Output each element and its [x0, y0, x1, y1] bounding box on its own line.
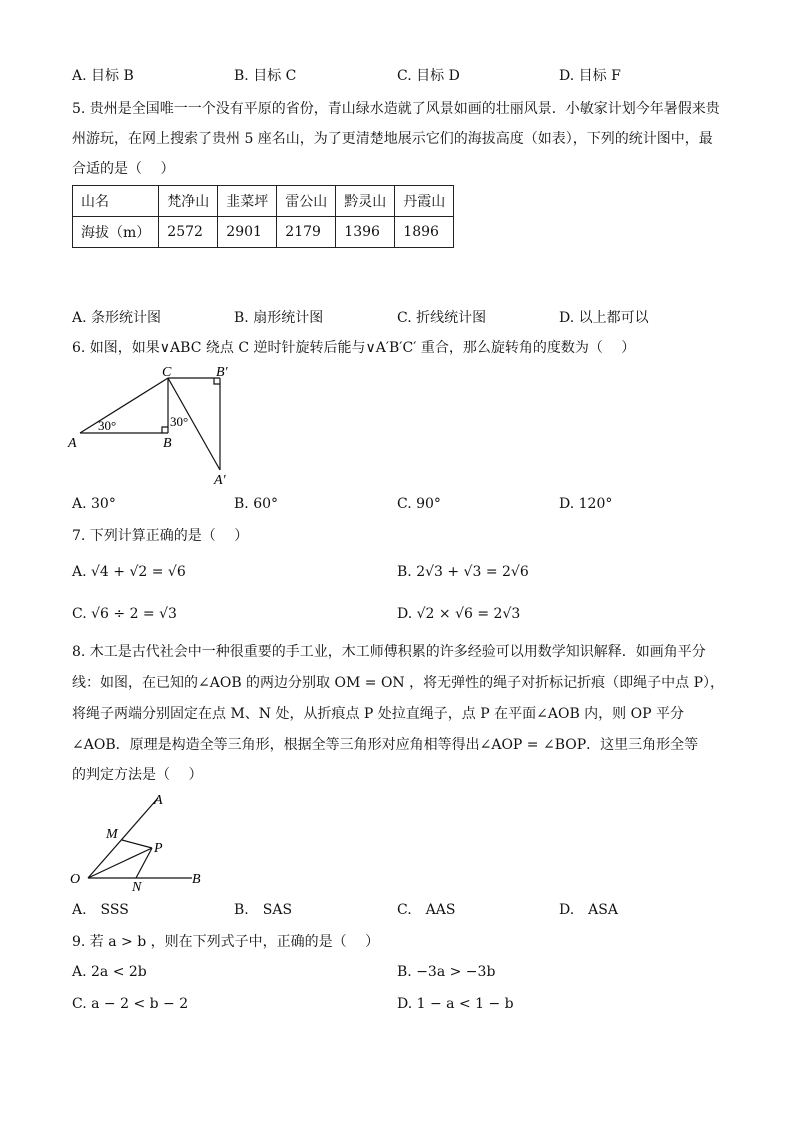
q6-option-b: B. 60° — [234, 496, 279, 512]
q6-option-c: C. 90° — [397, 496, 441, 512]
table-row — [73, 217, 454, 248]
angle-a-label: 30° — [98, 418, 117, 433]
q5-option-b: B. 扇形统计图 — [234, 310, 324, 326]
q5-stem-line1: 5. 贵州是全国唯一一个没有平原的省份，青山绿水造就了风景如画的壮丽风景．小敏家计划今年暑假来贵 — [72, 101, 720, 117]
q9-option-b: B. −3a > −3b — [397, 964, 496, 980]
q4-option-d: D. 目标 F — [559, 68, 621, 84]
q7-stem: 7. 下列计算正确的是（ ） — [72, 528, 249, 544]
label-p: P — [154, 841, 163, 856]
label-n: N — [132, 880, 142, 892]
q9-stem: 9. 若 a > b ，则在下列式子中，正确的是（ ） — [72, 934, 380, 950]
angle-bisector-figure — [66, 790, 216, 892]
q8-option-b: B. SAS — [234, 902, 293, 918]
q8-stem-line5: 的判定方法是（ ） — [72, 767, 203, 783]
table-cell: 丹霞山 — [395, 186, 454, 217]
q6-option-a: A. 30° — [72, 496, 116, 512]
table-cell: 梵净山 — [159, 186, 218, 217]
q8-stem-line1: 8. 木工是古代社会中一种很重要的手工业，木工师傅积累的许多经验可以用数学知识解释．如画角平分 — [72, 644, 706, 660]
table-cell: 1896 — [395, 217, 454, 248]
q6-option-d: D. 120° — [559, 496, 613, 512]
q8-stem-line4: ∠AOB．原理是构造全等三角形，根据全等三角形对应角相等得出∠AOP = ∠BOP．这里三角形全等 — [72, 737, 699, 753]
q8-option-a: A. SSS — [72, 902, 129, 918]
q4-option-b: B. 目标 C — [234, 68, 297, 84]
label-o: O — [70, 872, 81, 887]
label-m: M — [106, 827, 118, 842]
q8-option-c: C. AAS — [397, 902, 456, 918]
q7-option-b: B. 2√3 + √3 = 2√6 — [397, 564, 529, 580]
q4-option-a: A. 目标 B — [72, 68, 134, 84]
table-cell: 1396 — [336, 217, 395, 248]
table-header-row — [73, 186, 454, 217]
q9-option-c: C. a − 2 < b − 2 — [72, 996, 189, 1012]
q6-stem: 6. 如图，如果∨ABC 绕点 C 逆时针旋转后能与∨A′B′C′ 重合，那么旋转角的度数为（ ） — [72, 340, 636, 356]
q8-stem-line2: 线：如图，在已知的∠AOB 的两边分别取 OM = ON ，将无弹性的绳子对折标记折痕（即绳子中点 P）， — [72, 675, 724, 691]
q7-option-d: D. √2 × √6 = 2√3 — [397, 606, 521, 622]
q5-option-c: C. 折线统计图 — [397, 310, 487, 326]
label-b: B — [163, 436, 172, 451]
q5-option-d: D. 以上都可以 — [559, 310, 649, 326]
q7-option-c: C. √6 ÷ 2 = √3 — [72, 606, 177, 622]
label-a-prime: A′ — [214, 473, 226, 488]
q5-stem-line2: 州游玩，在网上搜索了贵州 5 座名山，为了更清楚地展示它们的海拔高度（如表），下列的统计图中，最 — [72, 131, 713, 147]
angle-c-label: 30° — [170, 414, 189, 429]
q4-option-c: C. 目标 D — [397, 68, 460, 84]
label-b: B — [192, 872, 201, 887]
q5-stem-line3: 合适的是（ ） — [72, 161, 175, 177]
label-a: A — [68, 436, 77, 451]
q8-stem-line3: 将绳子两端分别固定在点 M、N 处，从折痕点 P 处拉直绳子，点 P 在平面∠AOB 内，则 OP 平分 — [72, 706, 684, 722]
table-cell: 韭菜坪 — [218, 186, 277, 217]
table-cell: 2901 — [218, 217, 277, 248]
table-cell: 2572 — [159, 217, 218, 248]
q9-option-d: D. 1 − a < 1 − b — [397, 996, 514, 1012]
rotation-figure — [66, 362, 246, 490]
q7-option-a: A. √4 + √2 = √6 — [72, 564, 186, 580]
table-cell: 山名 — [73, 186, 159, 217]
table-cell: 2179 — [277, 217, 336, 248]
label-b-prime: B′ — [216, 365, 228, 380]
q9-option-a: A. 2a < 2b — [72, 964, 147, 980]
label-c: C — [162, 365, 172, 380]
label-a: A — [154, 793, 163, 808]
table-cell: 雷公山 — [277, 186, 336, 217]
altitude-table — [72, 185, 454, 248]
q5-option-a: A. 条形统计图 — [72, 310, 162, 326]
table-cell: 黔灵山 — [336, 186, 395, 217]
q8-option-d: D. ASA — [559, 902, 618, 918]
table-cell: 海拔（m） — [73, 217, 159, 248]
